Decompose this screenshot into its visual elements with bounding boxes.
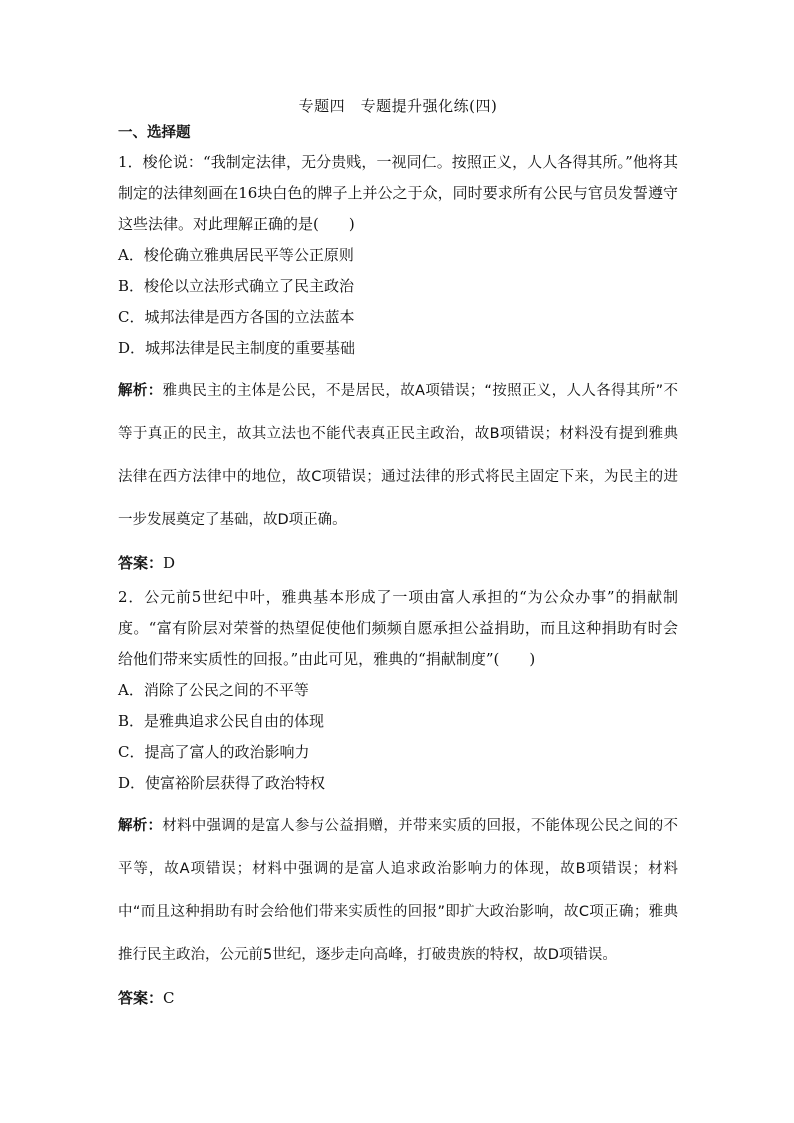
answer-value: C	[163, 989, 175, 1007]
answer-line	[118, 550, 678, 576]
answer-line	[118, 985, 678, 1011]
analysis-label: 解析：	[118, 818, 163, 834]
analysis-block	[118, 370, 678, 542]
document-page	[118, 96, 678, 1011]
analysis-text: 材料中强调的是富人参与公益捐赠，并带来实质的回报，不能体现公民之间的不平等，故A项错误；材料中强调的是富人追求政治影响力的体现，故B项错误；材料中“而且这种捐助有时会给他们带来实质性的回报”即扩大政治影响，故C项正确；雅典推行民主政治，公元前5世纪，逐步走向高峰，打破贵族的特权，故D项错误。	[118, 818, 679, 963]
question-2	[118, 582, 678, 1011]
option-a: A．消除了公民之间的不平等	[118, 681, 309, 699]
answer-label: 答案：	[118, 554, 164, 572]
option-d: D．使富裕阶层获得了政治特权	[118, 774, 326, 792]
answer-label: 答案：	[118, 989, 164, 1007]
question-stem: 1．梭伦说：“我制定法律，无分贵贱，一视同仁。按照正义，人人各得其所。”他将其制定的法律刻画在16块白色的牌子上并公之于众，同时要求所有公民与官员发誓遵守这些法律。对此理解正确的是( )	[118, 153, 678, 233]
answer-value: D	[163, 554, 176, 572]
question-1	[118, 147, 678, 576]
analysis-block	[118, 805, 678, 977]
option-b: B．梭伦以立法形式确立了民主政治	[118, 277, 355, 295]
question-stem: 2．公元前5世纪中叶，雅典基本形成了一项由富人承担的“为公众办事”的捐献制度。“富有阶层对荣誉的热望促使他们频频自愿承担公益捐助，而且这种捐助有时会给他们带来实质性的回报。”由此可见，雅典的“捐献制度”( )	[118, 588, 678, 668]
option-c: C．城邦法律是西方各国的立法蓝本	[118, 308, 355, 326]
analysis-text: 雅典民主的主体是公民，不是居民，故A项错误；“按照正义，人人各得其所”不等于真正的民主，故其立法也不能代表真正民主政治，故B项错误；材料没有提到雅典法律在西方法律中的地位，故C项错误；通过法律的形式将民主固定下来，为民主的进一步发展奠定了基础，故D项正确。	[118, 383, 678, 528]
analysis-label: 解析：	[118, 383, 163, 399]
option-b: B．是雅典追求公民自由的体现	[118, 712, 325, 730]
option-d: D．城邦法律是民主制度的重要基础	[118, 339, 356, 357]
section-heading: 一、选择题	[118, 125, 191, 141]
option-a: A．梭伦确立雅典居民平等公正原则	[118, 246, 354, 264]
page-title: 专题四 专题提升强化练(四)	[298, 97, 498, 115]
option-c: C．提高了富人的政治影响力	[118, 743, 310, 761]
